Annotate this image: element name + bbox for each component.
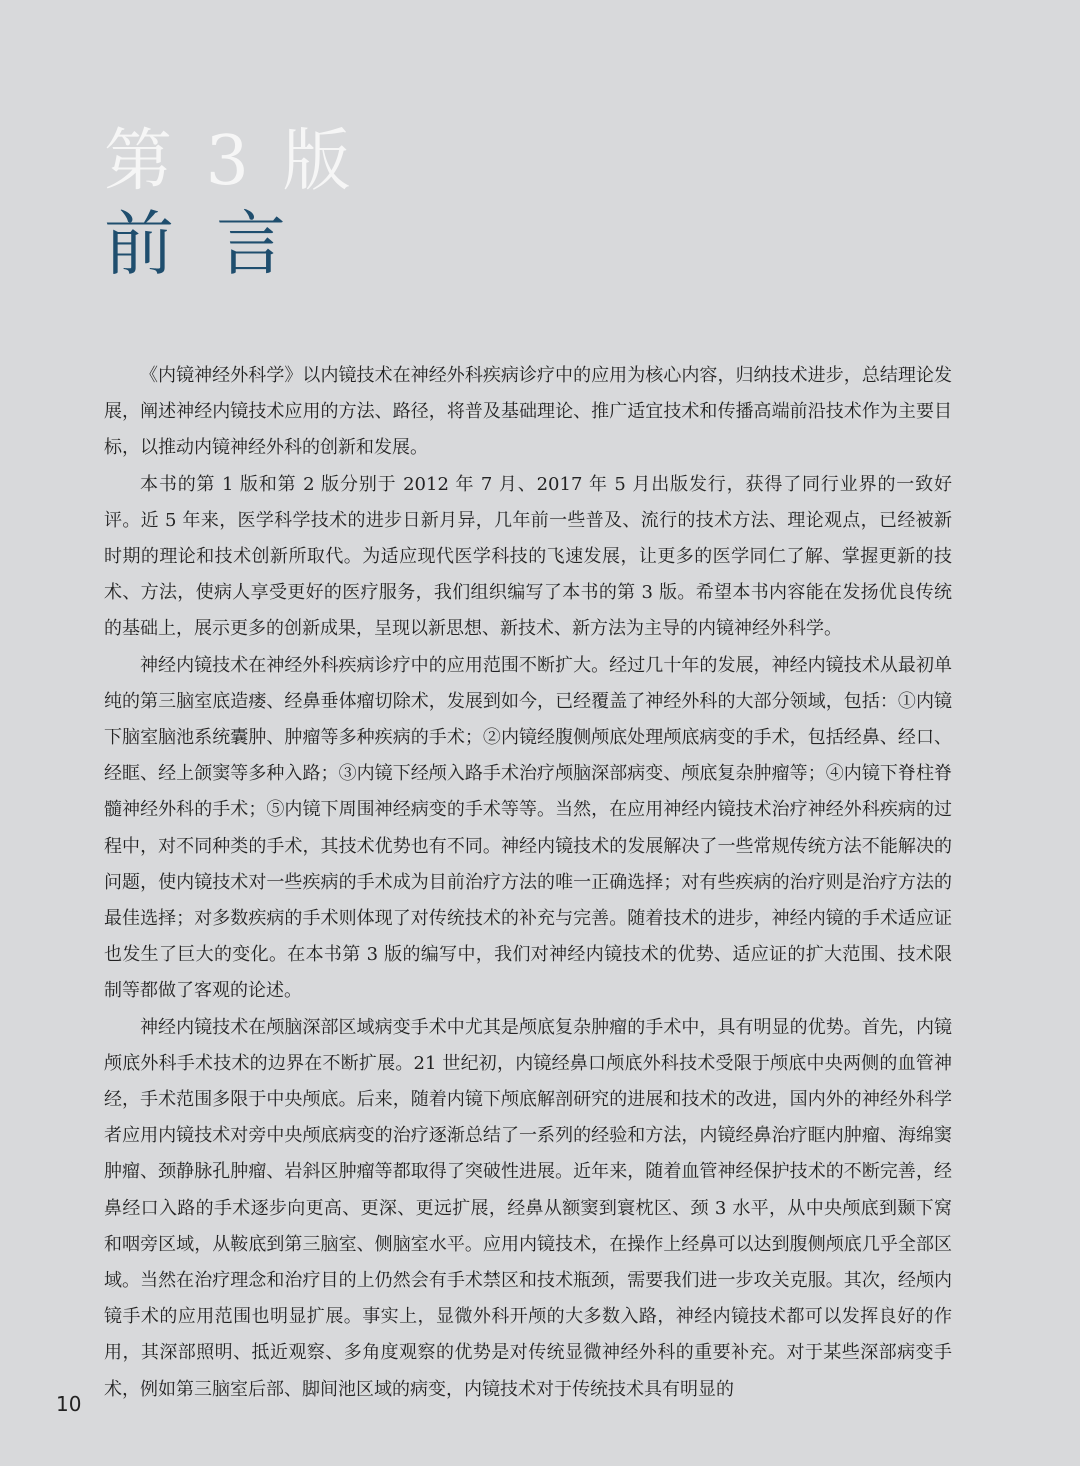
body-text — [104, 358, 952, 1408]
paragraph-3: 神经内镜技术在神经外科疾病诊疗中的应用范围不断扩大。经过几十年的发展，神经内镜技术从最初单纯的第三脑室底造瘘、经鼻垂体瘤切除术，发展到如今，已经覆盖了神经外科的大部分领域，包括：①内镜下脑室脑池系统囊肿、肿瘤等多种疾病的手术；②内镜经腹侧颅底处理颅底病变的手术，包括经鼻、经口、经眶、经上颌窦等多种入路；③内镜下经颅入路手术治疗颅脑深部病变、颅底复杂肿瘤等；④内镜下脊柱脊髓神经外科的手术；⑤内镜下周围神经病变的手术等等。当然，在应用神经内镜技术治疗神经外科疾病的过程中，对不同种类的手术，其技术优势也有不同。神经内镜技术的发展解决了一些常规传统方法不能解决的问题，使内镜技术对一些疾病的手术成为目前治疗方法的唯一正确选择；对有些疾病的治疗则是治疗方法的最佳选择；对多数疾病的手术则体现了对传统技术的补充与完善。随着技术的进步，神经内镜的手术适应证也发生了巨大的变化。在本书第 3 版的编写中，我们对神经内镜技术的优势、适应证的扩大范围、技术限制等都做了客观的论述。 — [104, 654, 952, 1002]
page-title: 前言 — [104, 203, 328, 285]
page-number: 10 — [56, 1392, 82, 1416]
paragraph-4: 神经内镜技术在颅脑深部区域病变手术中尤其是颅底复杂肿瘤的手术中，具有明显的优势。首先，内镜颅底外科手术技术的边界在不断扩展。21 世纪初，内镜经鼻口颅底外科技术受限于颅底中央两侧的血管神经，手术范围多限于中央颅底。后来，随着内镜下颅底解剖研究的进展和技术的改进，国内外的神经外科学者应用内镜技术对旁中央颅底病变的治疗逐渐总结了一系列的经验和方法，内镜经鼻治疗眶内肿瘤、海绵窦肿瘤、颈静脉孔肿瘤、岩斜区肿瘤等都取得了突破性进展。近年来，随着血管神经保护技术的不断完善，经鼻经口入路的手术逐步向更高、更深、更远扩展，经鼻从额窦到寰枕区、颈 3 水平，从中央颅底到颞下窝和咽旁区域，从鞍底到第三脑室、侧脑室水平。应用内镜技术，在操作上经鼻可以达到腹侧颅底几乎全部区域。当然在治疗理念和治疗目的上仍然会有手术禁区和技术瓶颈，需要我们进一步攻关克服。其次，经颅内镜手术的应用范围也明显扩展。事实上，显微外科开颅的大多数入路，神经内镜技术都可以发挥良好的作用，其深部照明、抵近观察、多角度观察的优势是对传统显微神经外科的重要补充。对于某些深部病变手术，例如第三脑室后部、脚间池区域的病变，内镜技术对于传统技术具有明显的 — [104, 1016, 952, 1400]
paragraph-1: 《内镜神经外科学》以内镜技术在神经外科疾病诊疗中的应用为核心内容，归纳技术进步，总结理论发展，阐述神经内镜技术应用的方法、路径，将普及基础理论、推广适宜技术和传播高端前沿技术作为主要目标，以推动内镜神经外科的创新和发展。 — [104, 365, 952, 459]
paragraph-2: 本书的第 1 版和第 2 版分别于 2012 年 7 月、2017 年 5 月出版发行，获得了同行业界的一致好评。近 5 年来，医学科学技术的进步日新月异，几年前一些普及、流行的技术方法、理论观点，已经被新时期的理论和技术创新所取代。为适应现代医学科技的飞速发展，让更多的医学同仁了解、掌握更新的技术、方法，使病人享受更好的医疗服务，我们组织编写了本书的第 3 版。希望本书内容能在发扬优良传统的基础上，展示更多的创新成果，呈现以新思想、新技术、新方法为主导的内镜神经外科学。 — [104, 473, 952, 640]
edition-label: 第 3 版 — [104, 122, 357, 201]
